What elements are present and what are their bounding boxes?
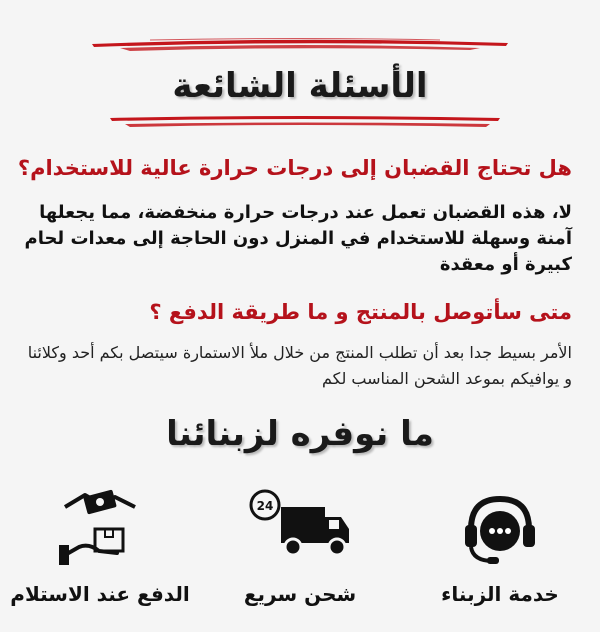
offers-title: ما نوفره لزبنائنا [166, 414, 434, 454]
feature-fast-shipping [200, 485, 400, 565]
faq-answer-1: لا، هذه القضبان تعمل عند درجات حرارة منخفضة، مما يجعلها آمنة وسهلة للاستخدام في المنزل دون الحاجة إلى معدات لحام كبيرة أو معقدة [24, 202, 572, 275]
top-brush-decoration [0, 34, 600, 54]
faq-answer-2: الأمر بسيط جدا بعد أن تطلب المنتج من خلال ملأ الاستمارة سيتصل بكم أحد وكلائنا و يوافيكم بموعد الشحن المناسب لكم [27, 343, 572, 388]
feature-customer-service [400, 485, 600, 575]
cash-on-delivery-icon [55, 485, 145, 575]
delivery-truck-24h-icon [245, 485, 355, 565]
faq-question-2: متى سأتوصل بالمنتج و ما طريقة الدفع ؟ [149, 300, 572, 324]
feature-fast-shipping-label: شحن سريع [243, 582, 357, 606]
faq-question-1: هل تحتاج القضبان إلى درجات حرارة عالية للاستخدام؟ [17, 156, 572, 180]
svg-text:24: 24 [256, 499, 274, 513]
feature-cash-on-delivery [0, 485, 200, 575]
feature-cash-on-delivery-label: الدفع عند الاستلام [10, 582, 190, 606]
faq-title: الأسئلة الشائعة [172, 66, 428, 106]
bottom-brush-decoration [0, 112, 600, 132]
feature-customer-service-label: خدمة الزبناء [441, 582, 559, 606]
customer-service-headset-icon [455, 485, 545, 575]
